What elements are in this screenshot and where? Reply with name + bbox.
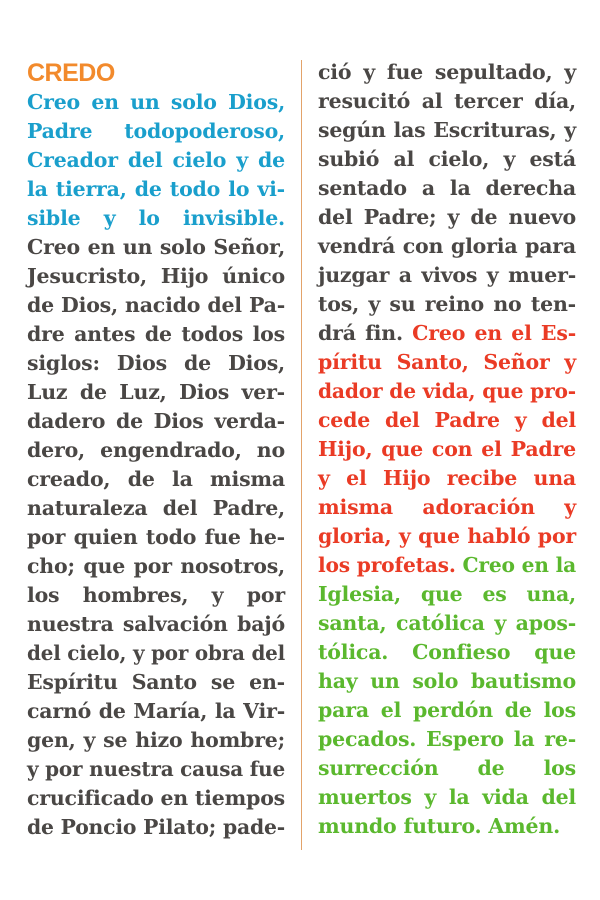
text-segment: mundo futuro. Amén. bbox=[318, 814, 561, 838]
text-line bbox=[318, 406, 576, 435]
text-segment: Luz de Luz, Dios ver- bbox=[27, 380, 285, 404]
text-segment: siglos: Dios de Dios, bbox=[27, 351, 285, 375]
left-column bbox=[27, 58, 285, 842]
text-segment: santa, católica y apos- bbox=[318, 611, 576, 635]
text-line bbox=[318, 203, 576, 232]
text-line bbox=[318, 638, 576, 667]
text-line bbox=[318, 174, 576, 203]
text-line bbox=[27, 784, 285, 813]
text-line bbox=[27, 755, 285, 784]
text-line bbox=[318, 464, 576, 493]
text-segment: la tierra, de todo lo vi- bbox=[27, 177, 285, 201]
right-column bbox=[318, 58, 576, 841]
text-segment: Creador del cielo y de bbox=[27, 148, 285, 172]
text-segment: de Dios, nacido del Pa- bbox=[27, 293, 286, 317]
text-segment: surrección de los bbox=[318, 756, 576, 780]
text-segment: misma adoración y bbox=[318, 495, 576, 519]
text-line bbox=[318, 232, 576, 261]
text-segment: los profetas. bbox=[318, 553, 463, 577]
text-line bbox=[27, 610, 285, 639]
text-segment: hay un solo bautismo bbox=[318, 669, 576, 693]
text-segment: gen, y se hizo hombre; bbox=[27, 728, 286, 752]
text-segment: crucificado en tiempos bbox=[27, 786, 285, 810]
text-line bbox=[318, 58, 576, 87]
text-line bbox=[27, 697, 285, 726]
text-line bbox=[27, 378, 285, 407]
text-segment: píritu Santo, Señor y bbox=[318, 350, 576, 374]
text-line bbox=[318, 377, 576, 406]
text-segment: y el Hijo recibe una bbox=[318, 466, 576, 490]
text-segment: resucitó al tercer día, bbox=[318, 89, 576, 113]
text-line bbox=[318, 87, 576, 116]
text-segment: creado, de la misma bbox=[27, 467, 286, 491]
text-line bbox=[318, 580, 576, 609]
text-segment: tos, y su reino no ten- bbox=[318, 292, 576, 316]
text-segment: muertos y la vida del bbox=[318, 785, 577, 809]
text-line bbox=[27, 204, 285, 233]
column-divider bbox=[301, 60, 302, 850]
text-line bbox=[318, 696, 576, 725]
text-line bbox=[318, 348, 576, 377]
text-segment: subió al cielo, y está bbox=[318, 147, 576, 171]
text-segment: los hombres, y por bbox=[27, 583, 285, 607]
text-segment: dero, engendrado, no bbox=[27, 438, 285, 462]
text-line bbox=[27, 88, 285, 117]
text-line bbox=[27, 436, 285, 465]
text-line bbox=[318, 319, 576, 348]
text-segment: Creo en un solo Señor, bbox=[27, 235, 286, 259]
text-line bbox=[27, 320, 285, 349]
text-line bbox=[27, 117, 285, 146]
text-segment: según las Escrituras, y bbox=[318, 118, 576, 142]
text-segment: gloria, y que habló por bbox=[318, 524, 577, 548]
text-segment: juzgar a vivos y muer- bbox=[318, 263, 577, 287]
text-segment: Creo en el Es- bbox=[412, 321, 576, 345]
left-column-text bbox=[27, 88, 285, 842]
text-line bbox=[318, 435, 576, 464]
text-line bbox=[27, 581, 285, 610]
text-segment: dre antes de todos los bbox=[27, 322, 285, 346]
text-line bbox=[27, 523, 285, 552]
text-segment: ció y fue sepultado, y bbox=[318, 60, 576, 84]
text-line bbox=[318, 145, 576, 174]
text-line bbox=[27, 233, 285, 262]
text-segment: cede del Padre y del bbox=[318, 408, 577, 432]
text-line bbox=[27, 726, 285, 755]
text-segment: sentado a la derecha bbox=[318, 176, 576, 200]
text-line bbox=[27, 146, 285, 175]
text-segment: del Padre; y de nuevo bbox=[318, 205, 576, 229]
text-line bbox=[27, 552, 285, 581]
text-segment: cho; que por nosotros, bbox=[27, 554, 285, 578]
text-line bbox=[318, 116, 576, 145]
text-segment: Creo en un solo Dios, bbox=[27, 90, 286, 114]
text-segment: Padre todopoderoso, bbox=[27, 119, 285, 143]
text-line bbox=[318, 667, 576, 696]
text-line bbox=[318, 522, 576, 551]
page-title: CREDO bbox=[27, 59, 115, 87]
text-segment: dador de vida, que pro- bbox=[318, 379, 576, 403]
text-segment: pecados. Espero la re- bbox=[318, 727, 577, 751]
text-line bbox=[27, 639, 286, 668]
text-line bbox=[27, 262, 285, 291]
text-line bbox=[318, 493, 576, 522]
text-line bbox=[318, 290, 576, 319]
text-segment: Creo en la bbox=[462, 553, 576, 577]
text-line bbox=[318, 261, 576, 290]
text-line bbox=[318, 609, 576, 638]
text-line bbox=[27, 349, 285, 378]
text-segment: de Poncio Pilato; pade- bbox=[27, 815, 286, 839]
text-segment: sible y lo invisible. bbox=[27, 206, 285, 230]
text-line bbox=[27, 175, 285, 204]
text-line bbox=[27, 407, 285, 436]
text-segment: para el perdón de los bbox=[318, 698, 576, 722]
text-segment: nuestra salvación bajó bbox=[27, 612, 286, 636]
text-segment: tólica. Confieso que bbox=[318, 640, 576, 664]
text-line bbox=[27, 465, 285, 494]
text-segment: y por nuestra causa fue bbox=[27, 757, 285, 781]
text-segment: vendrá con gloria para bbox=[318, 234, 576, 258]
text-line bbox=[318, 783, 576, 812]
text-segment: por quien todo fue he- bbox=[27, 525, 285, 549]
text-line bbox=[318, 754, 576, 783]
text-line bbox=[27, 813, 286, 842]
text-segment: naturaleza del Padre, bbox=[27, 496, 285, 520]
text-segment: drá fin. bbox=[318, 321, 413, 345]
text-segment: Iglesia, que es una, bbox=[318, 582, 576, 606]
text-line bbox=[318, 725, 576, 754]
text-segment: Jesucristo, Hijo único bbox=[27, 264, 285, 288]
right-column-text bbox=[318, 58, 576, 841]
text-line bbox=[27, 494, 285, 523]
text-line bbox=[318, 551, 576, 580]
text-line bbox=[27, 291, 285, 320]
text-line bbox=[318, 812, 576, 841]
text-segment: Espíritu Santo se en- bbox=[27, 670, 285, 694]
text-line bbox=[27, 668, 285, 697]
text-segment: Hijo, que con el Padre bbox=[318, 437, 576, 461]
text-segment: carnó de María, la Vir- bbox=[27, 699, 286, 723]
text-segment: dadero de Dios verda- bbox=[27, 409, 285, 433]
text-segment: del cielo, y por obra del bbox=[27, 641, 286, 665]
